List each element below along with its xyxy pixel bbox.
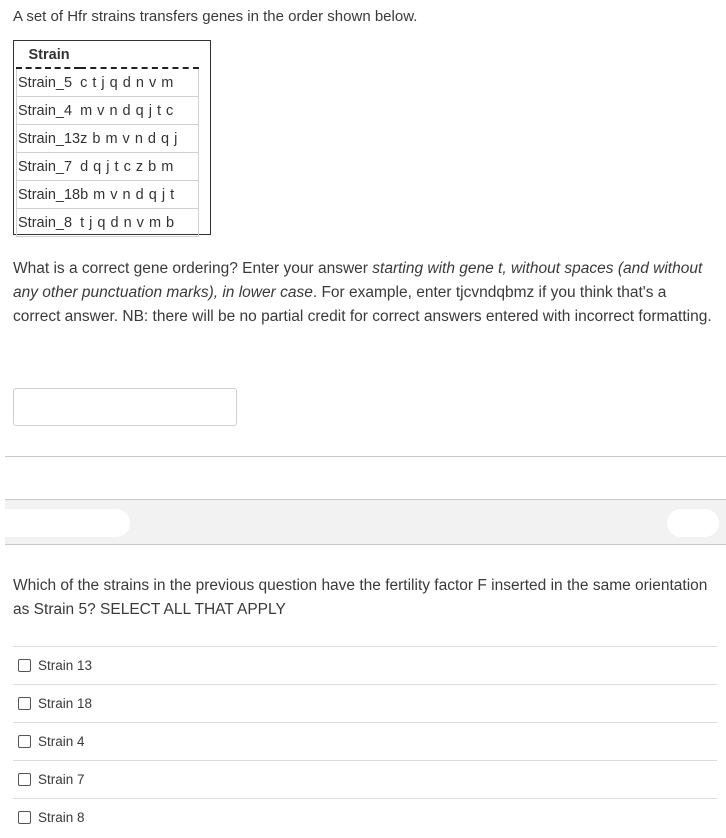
answer-options-list: [13, 646, 717, 836]
gene-order: t j q d n v m b: [80, 209, 198, 237]
redacted-region-left: [5, 509, 130, 537]
gene-order: d q j t c z b m: [80, 153, 198, 181]
strain-name: Strain_13: [17, 125, 81, 153]
strain-name: Strain_4: [17, 97, 81, 125]
option-label: Strain 13: [38, 658, 93, 673]
table-row: [17, 209, 199, 237]
checkbox[interactable]: [18, 697, 31, 710]
checkbox[interactable]: [18, 659, 31, 672]
strain-table-container: [13, 40, 211, 235]
option-strain-13[interactable]: [13, 646, 717, 684]
checkbox[interactable]: [18, 773, 31, 786]
option-strain-7[interactable]: [13, 760, 717, 798]
prompt-text-italic: starting with gene t, without spaces (and without any other punctuation marks), in lower case: [13, 260, 703, 301]
gene-order: b m v n d q j t: [80, 181, 198, 209]
strain-name: Strain_5: [17, 68, 81, 97]
question-intro: A set of Hfr strains transfers genes in the order shown below.: [13, 8, 418, 25]
strain-name: Strain_7: [17, 153, 81, 181]
gene-order: m v n d q j t c: [80, 97, 198, 125]
gene-order-column-header: [80, 43, 198, 68]
prompt-text-end: . For example, enter tjcvndqbmz if you think that's a correct answer. NB: there will be no partial credit for correct answers entered with incorrect formatting.: [13, 284, 712, 325]
gene-order: z b m v n d q j: [80, 125, 198, 153]
option-strain-18[interactable]: [13, 684, 717, 722]
section-divider: [5, 456, 726, 457]
option-label: Strain 4: [38, 734, 85, 749]
option-label: Strain 7: [38, 772, 85, 787]
table-row: [17, 153, 199, 181]
option-label: Strain 8: [38, 810, 85, 825]
option-strain-4[interactable]: [13, 722, 717, 760]
checkbox[interactable]: [18, 735, 31, 748]
option-label: Strain 18: [38, 696, 93, 711]
redacted-region-right: [667, 509, 719, 537]
strain-table: [16, 43, 199, 237]
question-2-prompt: Which of the strains in the previous question have the fertility factor F inserted in the same orientation as Strain 5? SELECT ALL THAT APPLY: [13, 577, 708, 618]
table-row: [17, 181, 199, 209]
gene-order: c t j q d n v m: [80, 68, 198, 97]
option-strain-8[interactable]: [13, 798, 717, 836]
table-row: [17, 97, 199, 125]
question-1-prompt: [13, 257, 718, 329]
question-header-bar: [5, 499, 726, 545]
table-row: [17, 125, 199, 153]
strain-name: Strain_8: [17, 209, 81, 237]
prompt-text-start: What is a correct gene ordering? Enter your answer: [13, 260, 373, 277]
strain-name: Strain_18: [17, 181, 81, 209]
checkbox[interactable]: [18, 811, 31, 824]
table-row: [17, 68, 199, 97]
strain-column-header: Strain: [17, 43, 81, 68]
answer-input[interactable]: [13, 388, 237, 426]
